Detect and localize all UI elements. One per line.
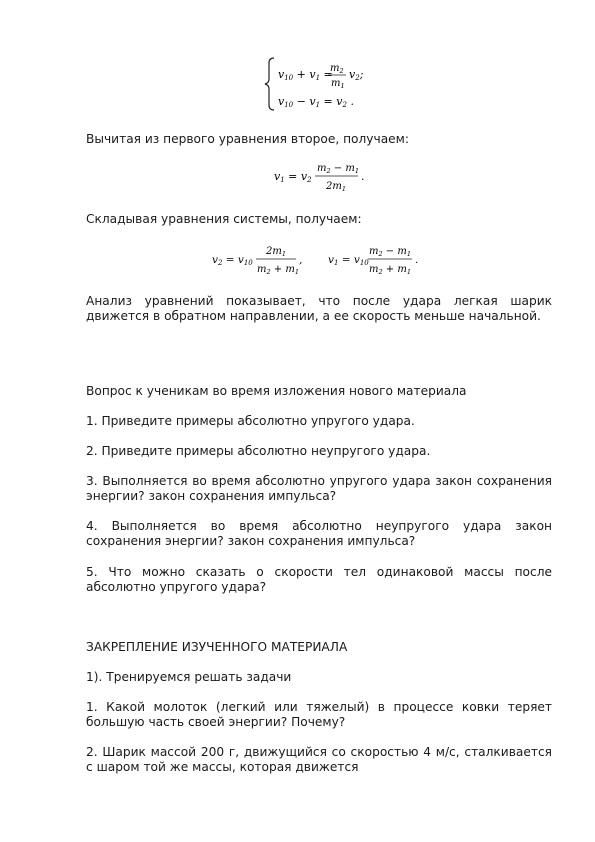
svg-text:v1 = v2: v1 = v2: [274, 170, 312, 184]
equation-results: [212, 243, 427, 283]
question-item: 5. Что можно сказать о скорости тел одинаковой массы после абсолютно упругого удара?: [86, 565, 552, 595]
svg-text:.: .: [361, 170, 365, 183]
svg-text:v10 − v1 = v2 .: v10 − v1 = v2 .: [278, 95, 354, 109]
svg-text:.: .: [415, 254, 419, 266]
equation-results-graphic: [212, 243, 427, 279]
paragraph-subtract: Вычитая из первого уравнения второе, получаем:: [86, 132, 409, 146]
svg-text:m1: $m_1$: [331, 78, 345, 90]
svg-text:m2 + m1: $m_2 + m_1$: [369, 264, 411, 276]
equation-system-graphic: [262, 56, 392, 112]
equation-system: [262, 56, 392, 116]
svg-text:v2 = v10: v2 = v10: [212, 254, 253, 267]
question-item: 1. Приведите примеры абсолютно упругого удара.: [86, 414, 415, 428]
paragraph-analysis: Анализ уравнений показывает, что после удара легкая шарик движется в обратном направлении, а ее скорость меньше начальной.: [86, 294, 552, 324]
equation-v1-graphic: [274, 158, 374, 194]
svg-text:m2 + m1: $m_2 + m_1$: [257, 264, 299, 276]
paragraph-add: Складывая уравнения системы, получаем:: [86, 212, 362, 226]
consolidation-subheading: 1). Тренируемся решать задачи: [86, 670, 292, 684]
task-item: 2. Шарик массой 200 г, движущийся со скоростью 4 м/с, сталкивается с шаром той же массы, которая движется: [86, 745, 552, 775]
svg-text:2m1: $2m_1$: [266, 246, 286, 258]
questions-heading: Вопрос к ученикам во время изложения нового материала: [86, 384, 467, 398]
question-item: 4. Выполняется во время абсолютно неупругого удара закон сохранения энергии? закон сохранения импульса?: [86, 519, 552, 549]
consolidation-heading: ЗАКРЕПЛЕНИЕ ИЗУЧЕННОГО МАТЕРИАЛА: [86, 640, 348, 654]
svg-text:m2: $m_2$: [330, 63, 344, 75]
svg-text:m2 − m1: $m_2 - m_1$: [369, 246, 411, 258]
svg-text:v1 = v10: v1 = v10: [328, 254, 369, 267]
question-item: 2. Приведите примеры абсолютно неупругого удара.: [86, 444, 431, 458]
svg-text:,: ,: [299, 254, 303, 266]
task-item: 1. Какой молоток (легкий или тяжелый) в процессе ковки теряет большую часть своей энергии? Почему?: [86, 700, 552, 730]
question-item: 3. Выполняется во время абсолютно упругого удара закон сохранения энергии? закон сохранения импульса?: [86, 474, 552, 504]
svg-text:v2;: v2;: [349, 68, 364, 82]
svg-text:v10 + v1 =: v10 + v1 =: [278, 68, 333, 82]
svg-text:m2 − m1: $m_2 - m_1$: [317, 163, 359, 175]
svg-text:2m1: $2m_1$: [326, 181, 346, 193]
equation-v1: [274, 158, 374, 198]
